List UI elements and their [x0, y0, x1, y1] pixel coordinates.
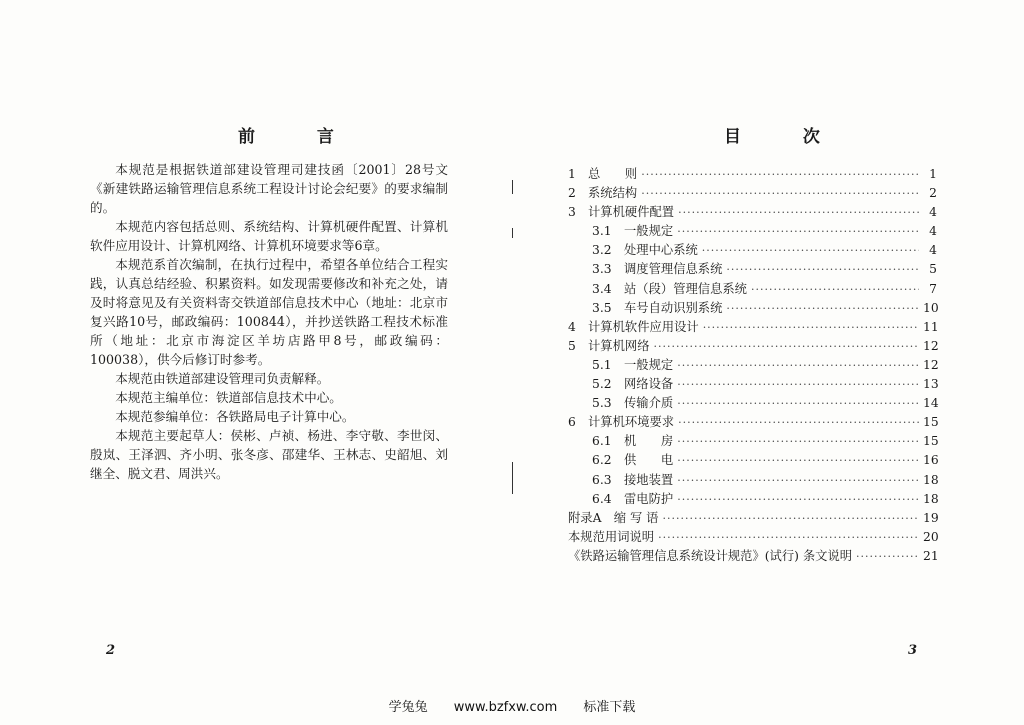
toc-entry-page: 11 [923, 319, 939, 334]
toc-entry-title: 一般规定 [624, 224, 674, 239]
page-number-right: 3 [908, 643, 918, 658]
toc-entry-number: 6.2 [592, 453, 612, 468]
toc-entry-title: 计算机硬件配置 [588, 205, 675, 220]
toc-entry-number: 6.1 [592, 434, 612, 449]
toc-dot-leader [677, 225, 919, 238]
toc-entry[interactable] [568, 393, 937, 412]
toc-dot-leader [677, 359, 919, 372]
toc-entry[interactable] [568, 431, 937, 450]
toc-entry-title: 本规范用词说明 [568, 529, 655, 544]
toc-entry-page: 18 [923, 472, 939, 487]
toc-entry[interactable] [568, 527, 937, 546]
toc-dot-leader [641, 187, 919, 200]
toc-entry-number: 3.1 [592, 224, 612, 239]
toc-entry[interactable] [568, 317, 937, 336]
toc-entry-title: 一般规定 [624, 357, 674, 372]
toc-entry-number: 3.3 [592, 262, 612, 277]
toc-entry[interactable] [568, 450, 937, 469]
toc-entry[interactable] [568, 259, 937, 278]
toc-entry-title: 《铁路运输管理信息系统设计规范》(试行) 条文说明 [568, 548, 853, 563]
toc-entry[interactable] [568, 164, 937, 183]
toc-dot-leader [726, 302, 919, 315]
toc-entry-number: 3.5 [592, 300, 612, 315]
toc-entry-title: 机 房 [624, 434, 674, 449]
toc-entry-number: 3.2 [592, 243, 612, 258]
toc-entry[interactable] [568, 279, 937, 298]
toc-entry-title: 网络设备 [624, 377, 674, 392]
toc-entry[interactable] [568, 240, 937, 259]
toc-entry-title: 系统结构 [588, 186, 638, 201]
toc-entry-page: 12 [923, 338, 939, 353]
toc-dot-leader [677, 493, 919, 506]
preface-heading: 前 言 [238, 127, 362, 147]
toc-entry[interactable] [568, 355, 937, 374]
toc-entry-page: 15 [923, 434, 939, 449]
toc-dot-leader [677, 378, 919, 391]
preface-paragraph: 本规范主要起草人：侯彬、卢祯、杨进、李守敬、李世闵、殷岚、王泽泗、齐小明、张冬彦、邵建华、王林志、史韶旭、刘继全、脱文君、周洪兴。 [90, 428, 448, 481]
toc-entry[interactable] [568, 508, 937, 527]
toc-entry-title: 计算机环境要求 [588, 415, 675, 430]
toc-dot-leader [726, 263, 919, 276]
preface-paragraph: 本规范参编单位：各铁路局电子计算中心。 [115, 409, 355, 424]
toc-dot-leader [662, 512, 919, 525]
toc-entry-number: 6.4 [592, 491, 612, 506]
toc-entry-page: 15 [923, 415, 939, 430]
toc-entry-number: 5.1 [592, 357, 612, 372]
toc-entry[interactable] [568, 412, 937, 431]
toc-entry-number: 5.3 [592, 396, 612, 411]
toc-entry-number: 1 [568, 167, 576, 181]
toc-entry-title: 计算机软件应用设计 [588, 319, 699, 334]
toc-entry-number: 3 [568, 205, 576, 220]
toc-entry-title: 处理中心系统 [624, 243, 698, 258]
toc-entry-page: 21 [923, 548, 939, 563]
footer-site-name: 学兔兔 [388, 700, 428, 715]
toc-entry-title: 附录A 缩 写 语 [568, 510, 659, 525]
toc-entry-page: 1 [929, 167, 937, 181]
toc-entry-title: 调度管理信息系统 [624, 262, 723, 277]
preface-body [90, 160, 448, 483]
preface-paragraph: 本规范系首次编制，在执行过程中，希望各单位结合工程实践，认真总结经验、积累资料。如发现需要修改和补充之处，请及时将意见及有关资料寄交铁道部信息技术中心（地址：北京市复兴路10号，邮政编码：100844），并抄送铁路工程技术标准所（地址：北京市海淀区羊坊店路甲8号，邮政编码：100038），供今后修订时参考。 [90, 257, 448, 367]
preface-paragraph: 本规范主编单位：铁道部信息技术中心。 [115, 390, 342, 405]
toc-entry-page: 10 [923, 300, 939, 315]
toc-entry-title: 车号自动识别系统 [624, 300, 723, 315]
toc-entry[interactable] [568, 470, 937, 489]
toc-entry[interactable] [568, 489, 937, 508]
toc-entry-title: 雷电防护 [624, 491, 674, 506]
toc-dot-leader [677, 397, 919, 410]
toc-dot-leader [678, 206, 919, 219]
toc-entry-page: 5 [929, 262, 937, 277]
preface-paragraph: 本规范由铁道部建设管理司负责解释。 [115, 371, 330, 386]
toc-entry-number: 4 [568, 319, 576, 334]
toc-entry[interactable] [568, 298, 937, 317]
toc-entry-page: 19 [923, 510, 939, 525]
page-number-left: 2 [106, 643, 116, 658]
toc-entry-page: 20 [923, 529, 939, 544]
toc-dot-leader [654, 340, 920, 353]
toc-dot-leader [702, 244, 919, 257]
toc-entry-title: 站（段）管理信息系统 [624, 281, 747, 296]
toc-dot-leader [677, 435, 919, 448]
toc-entry-page: 4 [929, 224, 937, 239]
toc-entry-number: 6.3 [592, 472, 612, 487]
toc-entry-page: 7 [929, 281, 937, 296]
toc-entry-page: 18 [923, 491, 939, 506]
toc-dot-leader [677, 474, 919, 487]
toc-entry-page: 13 [923, 377, 939, 392]
toc-entry-number: 5 [568, 338, 576, 353]
toc-heading: 目 次 [724, 127, 848, 147]
toc-entry-page: 14 [923, 396, 939, 411]
toc-entry-title: 传输介质 [624, 396, 674, 411]
preface-paragraph: 本规范是根据铁道部建设管理司建技函〔2001〕28号文《新建铁路运输管理信息系统工程设计讨论会纪要》的要求编制的。 [90, 162, 448, 215]
toc-dot-leader [678, 416, 919, 429]
toc-dot-leader [703, 321, 919, 334]
toc-entry[interactable] [568, 336, 937, 355]
toc-entry-number: 3.4 [592, 281, 612, 296]
toc-entry-page: 2 [929, 186, 937, 201]
toc-entry-title: 总 则 [588, 167, 638, 181]
footer-url[interactable]: www.bzfxw.com [453, 700, 558, 715]
toc-dot-leader [641, 168, 919, 181]
toc-entry-title: 接地装置 [624, 472, 674, 487]
toc-entry-page: 4 [929, 243, 937, 258]
toc-entry-title: 供 电 [624, 453, 674, 468]
toc-dot-leader [751, 283, 919, 296]
right-page [512, 0, 1024, 725]
toc-entry-page: 12 [923, 357, 939, 372]
footer-tagline: 标准下载 [583, 700, 636, 715]
toc-entry-title: 计算机网络 [588, 338, 650, 353]
toc-dot-leader [677, 454, 919, 467]
toc-entry[interactable] [568, 202, 937, 221]
toc-entry[interactable] [568, 183, 937, 202]
toc-entry-number: 2 [568, 186, 576, 201]
table-of-contents [568, 164, 937, 565]
toc-entry-number: 6 [568, 415, 576, 430]
toc-entry[interactable] [568, 374, 937, 393]
toc-dot-leader [658, 531, 919, 544]
toc-entry-page: 16 [923, 453, 939, 468]
toc-entry-number: 5.2 [592, 377, 612, 392]
watermark-footer [0, 696, 1024, 715]
toc-entry[interactable] [568, 546, 937, 565]
toc-dot-leader [856, 550, 919, 563]
toc-entry-page: 4 [929, 205, 937, 220]
preface-paragraph: 本规范内容包括总则、系统结构、计算机硬件配置、计算机软件应用设计、计算机网络、计算机环境要求等6章。 [90, 219, 448, 253]
toc-entry[interactable] [568, 221, 937, 240]
